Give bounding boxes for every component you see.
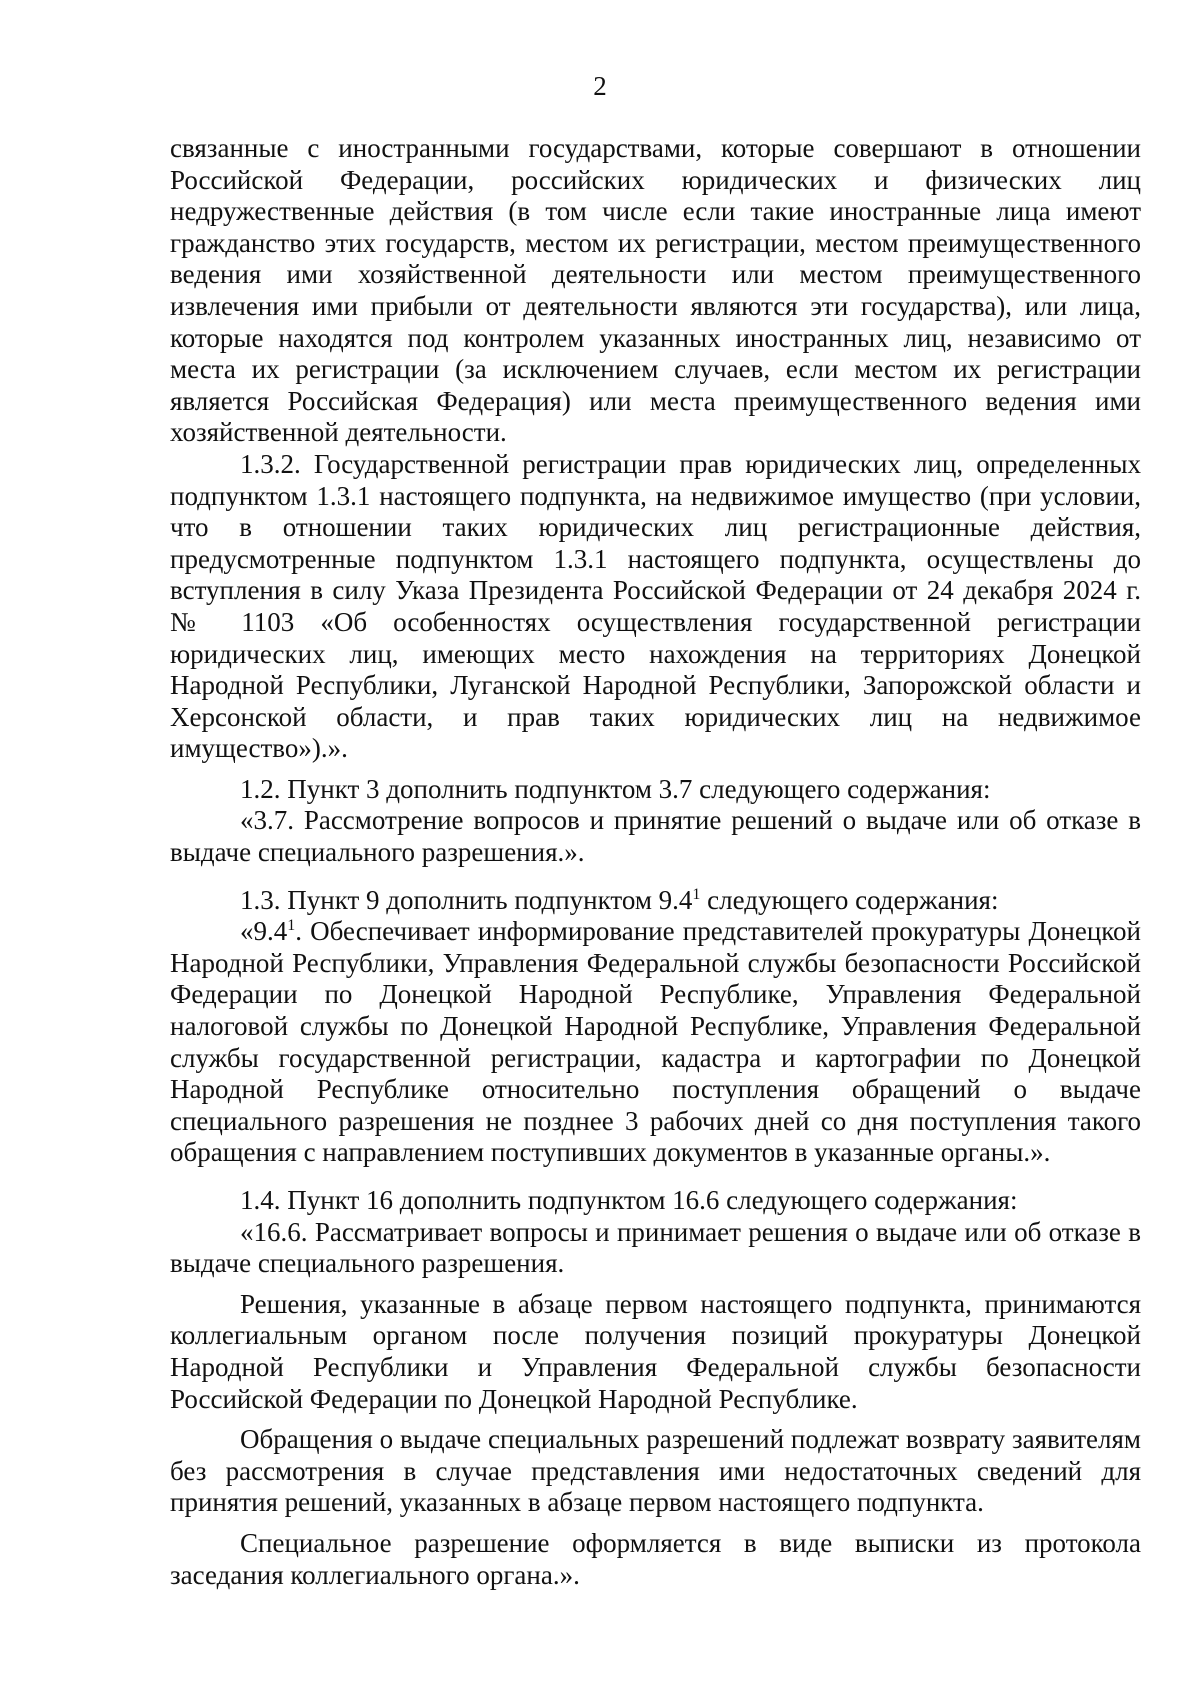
paragraph-decisions: Решения, указанные в абзаце первом настоящего подпункта, принимаются коллегиальным органом после получения позиций прокуратуры Донецкой Народной Республики и Управления Федеральной службы безопасности Российской Федерации по Донецкой Народной Республике. bbox=[170, 1288, 1141, 1414]
paragraph-continuation: связанные с иностранными государствами, которые совершают в отношении Российской Федерации, российских юридических и физических лиц недружественные действия (в том числе если такие иностранные лица имеют гражданство этих государств, местом их регистрации, местом преимущественного ведения ими хозяйственной деятельности или местом преимущественного извлечения ими прибыли от деятельности являются эти государства), или лица, которые находятся под контролем указанных иностранных лиц, независимо от места их регистрации (за исключением случаев, если местом их регистрации является Российская Федерация) или места преимущественного ведения ими хозяйственной деятельности. bbox=[170, 133, 1141, 448]
paragraph-applications: Обращения о выдаче специальных разрешений подлежат возврату заявителям без рассмотрения в случае представления ими недостаточных сведений для принятия решений, указанных в абзаце первом настоящего подпункта. bbox=[170, 1424, 1141, 1518]
paragraph-9-4-1-start: «9.4 bbox=[240, 916, 288, 947]
superscript-1: 1 bbox=[692, 885, 701, 903]
paragraph-special-permit: Специальное разрешение оформляется в виде выписки из протокола заседания коллегиального органа.». bbox=[170, 1527, 1141, 1590]
paragraph-1-3-text: 1.3. Пункт 9 дополнить подпунктом 9.4 bbox=[240, 884, 693, 915]
paragraph-1-2: 1.2. Пункт 3 дополнить подпунктом 3.7 следующего содержания: bbox=[240, 773, 991, 804]
paragraph-9-4-1 bbox=[170, 916, 1141, 1169]
paragraph-3-7: «3.7. Рассмотрение вопросов и принятие решений о выдаче или об отказе в выдаче специального разрешения.». bbox=[170, 805, 1141, 868]
paragraph-1-4: 1.4. Пункт 16 дополнить подпунктом 16.6 следующего содержания: bbox=[240, 1185, 1018, 1215]
paragraph-16-6: «16.6. Рассматривает вопросы и принимает решения о выдаче или об отказе в выдаче специального разрешения. bbox=[170, 1216, 1141, 1279]
paragraph-1-3-2: 1.3.2. Государственной регистрации прав юридических лиц, определенных подпунктом 1.3.1 настоящего подпункта, на недвижимое имущество (при условии, что в отношении таких юридических лиц регистрационные действия, предусмотренные подпунктом 1.3.1 настоящего подпункта, осуществлены до вступления в силу Указа Президента Российской Федерации от 24 декабря 2024 г. № 1103 «Об особенностях осуществления государственной регистрации юридических лиц, имеющих место нахождения на территориях Донецкой Народной Республики, Луганской Народной Республики, Запорожской области и Херсонской области, и прав таких юридических лиц на недвижимое имущество»).». bbox=[170, 448, 1141, 764]
paragraph-1-3 bbox=[170, 885, 1141, 917]
paragraph-9-4-1-text: . Обеспечивает информирование представителей прокуратуры Донецкой Народной Республики, Управления Федеральной службы безопасности Российской Федерации по Донецкой Народной Республике, Управления Федеральной налоговой службы по Донецкой Народной Республике, Управления Федеральной службы государственной регистрации, кадастра и картографии по Донецкой Народной Республике относительно поступления обращений о выдаче специального разрешения не позднее 3 рабочих дней со дня поступления такого обращения с направлением поступивших документов в указанные органы.». bbox=[170, 916, 1141, 1168]
paragraph-1-3-tail: следующего содержания: bbox=[700, 884, 999, 915]
superscript-1: 1 bbox=[287, 917, 296, 935]
page-number: 2 bbox=[593, 71, 607, 101]
document-body bbox=[170, 133, 1141, 1591]
